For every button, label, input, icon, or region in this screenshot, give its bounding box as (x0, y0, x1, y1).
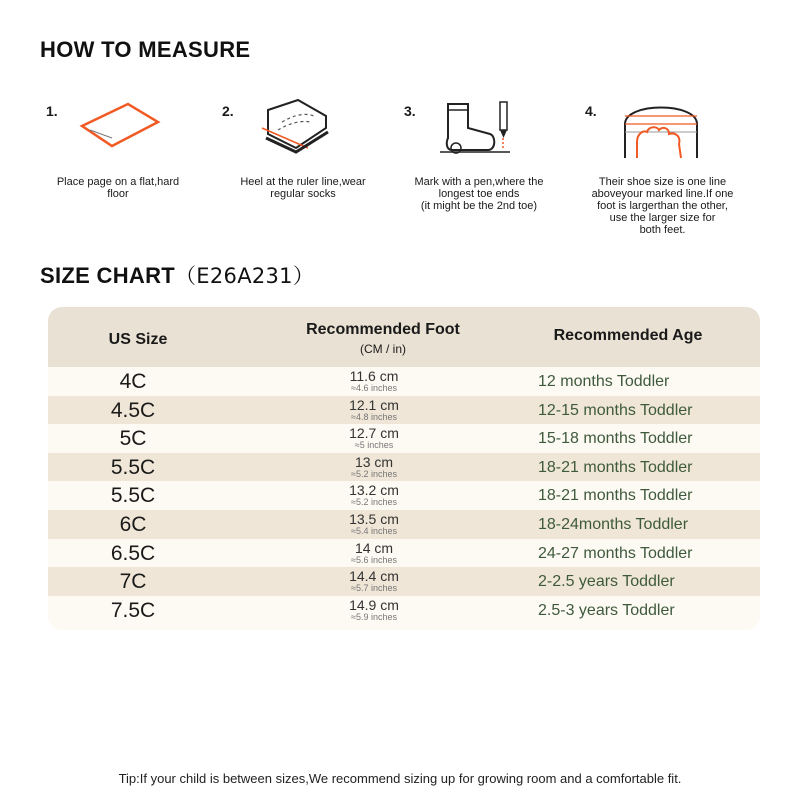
table-header (48, 307, 760, 367)
paper-on-floor-icon (72, 98, 172, 158)
table-row (48, 481, 760, 510)
foot-inches-cell: ≈5.4 inches (351, 526, 397, 536)
header-recommended-age: Recommended Age (553, 327, 703, 344)
recommended-age-cell: 2.5-3 years Toddler (538, 601, 675, 619)
us-size-cell: 6C (119, 513, 147, 536)
step-description: Mark with a pen,where the longest toe ends (it might be the 2nd toe) (414, 176, 544, 212)
foot-cm-cell: 13.5 cm (349, 511, 399, 527)
foot-inches-cell: ≈5 inches (354, 440, 394, 451)
table-row (48, 510, 760, 539)
foot-cm-cell: 11.6 cm (349, 368, 399, 384)
model-code: （E26A231） (175, 264, 315, 288)
recommended-age-cell: 18-21 months Toddler (538, 487, 693, 505)
table-row (48, 453, 760, 482)
foot-cm-cell: 13.2 cm (349, 482, 399, 499)
foot-cm-cell: 13 cm (354, 453, 394, 470)
table-row (48, 396, 760, 425)
foot-cm-cell: 14.9 cm (349, 596, 399, 613)
size-chart-title (40, 260, 314, 290)
us-size-cell: 5C (119, 427, 147, 451)
step-number: 3. (404, 103, 416, 119)
table-row (48, 367, 760, 396)
foot-inches-cell: ≈5.9 inches (351, 611, 397, 622)
recommended-age-cell: 12-15 months Toddler (538, 401, 693, 419)
recommended-age-cell: 18-24months Toddler (538, 516, 689, 533)
table-row (48, 596, 760, 625)
us-size-cell: 7.5C (110, 598, 156, 622)
recommended-age-cell: 2-2.5 years Toddler (538, 573, 675, 591)
header-foot-label: Recommended Foot (306, 321, 460, 338)
foot-cm-cell: 12.1 cm (349, 396, 399, 413)
foot-cm-cell: 12.7 cm (349, 425, 399, 442)
recommended-age-cell: 18-21 months Toddler (538, 458, 693, 476)
table-row (48, 424, 760, 453)
foot-inches-cell: ≈4.8 inches (351, 411, 397, 422)
foot-cm-cell: 14.4 cm (349, 568, 399, 585)
header-recommended-foot (273, 321, 493, 356)
foot-lines-icon (611, 98, 711, 160)
recommended-age-cell: 15-18 months Toddler (538, 430, 693, 448)
sizing-tip: Tip:If your child is between sizes,We recommend sizing up for growing room and a comfortable fit. (118, 771, 682, 786)
sock-heel-ruler-icon (248, 98, 348, 160)
foot-inches-cell: ≈4.6 inches (351, 383, 397, 393)
foot-inches-cell: ≈5.2 inches (351, 497, 397, 508)
size-chart-table (48, 307, 760, 630)
sock-pen-icon (430, 98, 530, 160)
recommended-age-cell: 12 months Toddler (538, 373, 670, 390)
us-size-cell: 4C (119, 370, 147, 393)
table-row (48, 567, 760, 596)
step-number: 4. (585, 103, 597, 119)
step-description: Their shoe size is one line aboveyour marked line.If one foot is largerthan the other, use the larger size for both feet. (591, 176, 734, 236)
foot-inches-cell: ≈5.2 inches (351, 468, 397, 479)
header-foot-unit: (CM / in) (360, 342, 406, 356)
foot-cm-cell: 14 cm (354, 539, 394, 556)
us-size-cell: 5.5C (110, 484, 156, 508)
step-description: Heel at the ruler line,wear regular socks (240, 176, 366, 200)
step-description: Place page on a flat,hard floor (56, 176, 180, 200)
recommended-age-cell: 24-27 months Toddler (538, 544, 693, 562)
size-chart-title-text: SIZE CHART (40, 263, 175, 288)
foot-inches-cell: ≈5.6 inches (351, 554, 397, 565)
us-size-cell: 5.5C (110, 455, 156, 479)
us-size-cell: 6.5C (110, 541, 156, 565)
header-us-size: US Size (108, 331, 168, 348)
us-size-cell: 4.5C (110, 398, 156, 422)
us-size-cell: 7C (119, 570, 147, 594)
step-number: 2. (222, 103, 234, 119)
step-number: 1. (46, 103, 58, 119)
foot-inches-cell: ≈5.7 inches (351, 583, 397, 594)
how-to-measure-title: HOW TO MEASURE (40, 37, 251, 62)
table-row (48, 539, 760, 568)
